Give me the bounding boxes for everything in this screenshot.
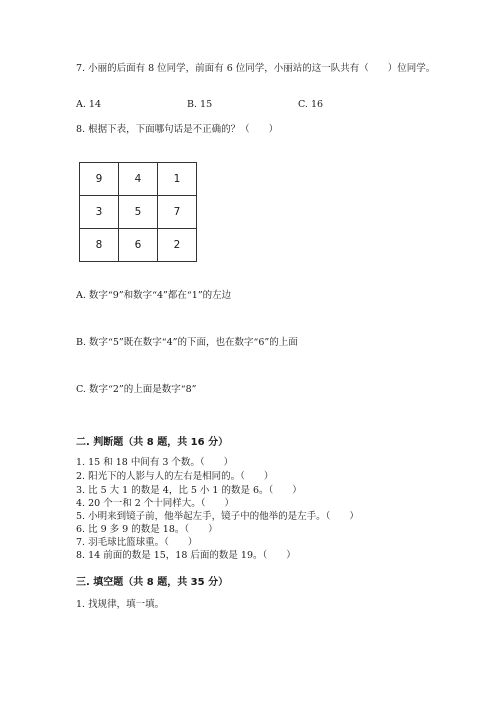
true-false-item-3: 3. 比 5 大 1 的数是 4，比 5 小 1 的数是 6。（ ） (76, 485, 302, 496)
grid-cell: 9 (80, 163, 119, 196)
grid-row (80, 163, 197, 196)
grid-cell: 8 (80, 229, 119, 262)
question-7-option-b: B. 15 (187, 99, 213, 110)
grid-cell: 3 (80, 196, 119, 229)
question-8-option-b: B. 数字“5”既在数字“4”的下面，也在数字“6”的上面 (76, 337, 298, 348)
grid-cell: 5 (119, 196, 158, 229)
true-false-item-1: 1. 15 和 18 中间有 3 个数。（ ） (76, 457, 234, 468)
question-8-text: 8. 根据下表，下面哪句话是不正确的？（ ） (76, 124, 279, 135)
true-false-item-2: 2. 阳光下的人影与人的左右是相同的。（ ） (76, 471, 274, 482)
fill-blank-item-1: 1. 找规律，填一填。 (76, 599, 165, 610)
section-3-title: 三. 填空题（共 8 题，共 35 分） (76, 577, 229, 588)
grid-cell: 1 (158, 163, 197, 196)
grid-row (80, 196, 197, 229)
true-false-item-6: 6. 比 9 多 9 的数是 18。（ ） (76, 524, 218, 535)
true-false-item-8: 8. 14 前面的数是 15，18 后面的数是 19。（ ） (76, 550, 296, 561)
question-7-text: 7. 小丽的后面有 8 位同学，前面有 6 位同学，小丽站的这一队共有（ ）位同学。 (76, 63, 436, 74)
true-false-item-4: 4. 20 个一和 2 个十同样大。（ ） (76, 498, 235, 509)
grid-cell: 6 (119, 229, 158, 262)
true-false-item-7: 7. 羽毛球比篮球重。（ ） (76, 537, 198, 548)
grid-row (80, 229, 197, 262)
grid-cell: 2 (158, 229, 197, 262)
question-7-option-a: A. 14 (76, 99, 101, 110)
grid-cell: 4 (119, 163, 158, 196)
section-2-title: 二. 判断题（共 8 题，共 16 分） (76, 437, 229, 448)
question-8-option-c: C. 数字“2”的上面是数字“8” (76, 384, 197, 395)
number-grid (79, 162, 197, 262)
true-false-item-5: 5. 小明来到镜子前，他举起左手，镜子中的他举的是左手。（ ） (76, 511, 359, 522)
grid-cell: 7 (158, 196, 197, 229)
question-7-option-c: C. 16 (298, 99, 324, 110)
question-8-option-a: A. 数字“9”和数字“4”都在“1”的左边 (76, 290, 232, 301)
